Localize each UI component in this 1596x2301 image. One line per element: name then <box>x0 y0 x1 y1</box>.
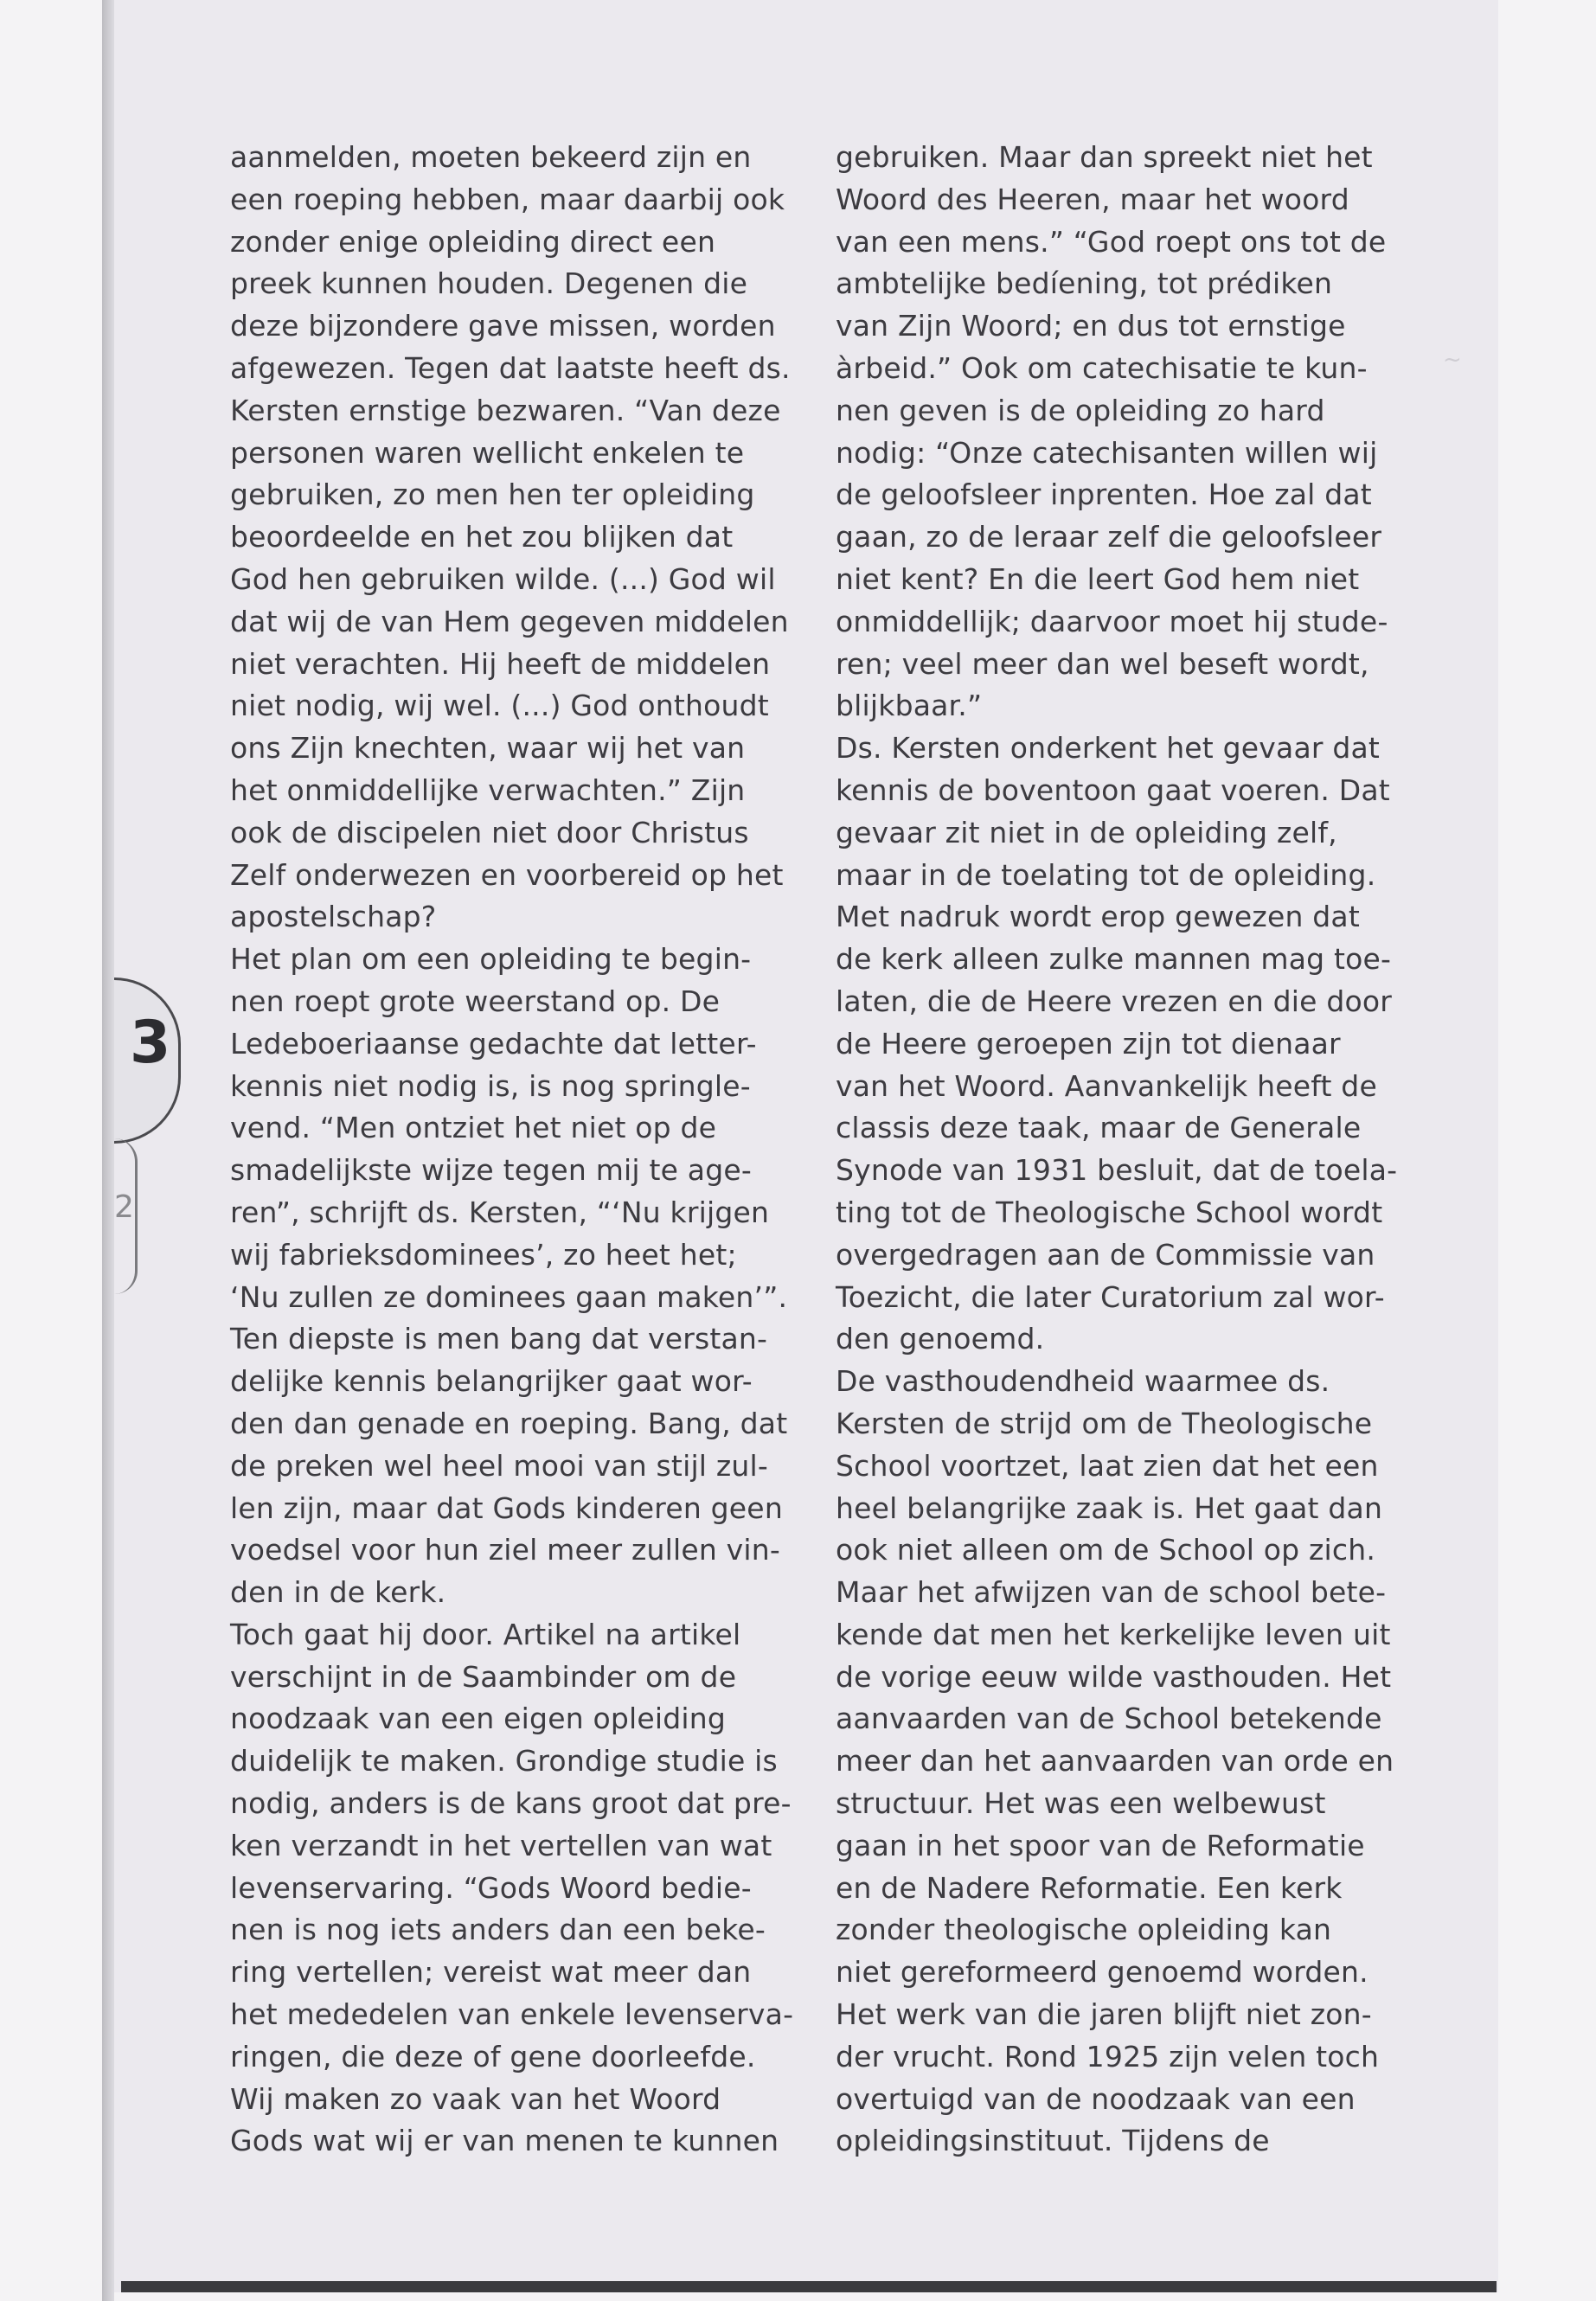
text-line: gebruiken. Maar dan spreekt niet het <box>836 140 1373 174</box>
text-line: den genoemd. <box>836 1322 1045 1356</box>
next-chapter-tab-number: 2 <box>114 1189 134 1225</box>
text-line: het onmiddellijke verwachten.” Zijn <box>230 772 746 807</box>
margin-mark: ~ <box>1443 347 1462 373</box>
text-line: noodzaak van een eigen opleiding <box>230 1702 727 1736</box>
text-line: gebruiken, zo men hen ter opleiding <box>230 478 755 512</box>
text-line: ons Zijn knechten, waar wij het van <box>230 731 746 766</box>
text-line: nodig, anders is de kans groot dat pre- <box>230 1786 792 1821</box>
text-line: De vasthoudendheid waarmee ds. <box>836 1364 1330 1399</box>
text-line: structuur. Het was een welbewust <box>836 1786 1326 1821</box>
text-line: gevaar zit niet in de opleiding zelf, <box>836 815 1337 849</box>
text-line: opleidingsinstituut. Tijdens de <box>836 2124 1270 2158</box>
text-line: God hen gebruiken wilde. (...) God wil <box>230 561 776 596</box>
text-line: voedsel voor hun ziel meer zullen vin- <box>230 1533 780 1567</box>
text-line: Kersten de strijd om de Theologische <box>836 1406 1373 1440</box>
text-line: van een mens.” “God roept ons tot de <box>836 224 1387 259</box>
text-line: Maar het afwijzen van de school bete- <box>836 1575 1387 1610</box>
chapter-tab-number: 3 <box>130 1009 171 1077</box>
text-line: personen waren wellicht enkelen te <box>230 435 745 470</box>
text-line: Zelf onderwezen en voorbereid op het <box>230 857 784 892</box>
text-line: ren; veel meer dan wel beseft wordt, <box>836 646 1369 681</box>
text-line: Woord des Heeren, maar het woord <box>836 182 1349 216</box>
text-line: de Heere geroepen zijn tot dienaar <box>836 1026 1341 1061</box>
text-line: niet verachten. Hij heeft de middelen <box>230 646 771 681</box>
text-line: van Zijn Woord; en dus tot ernstige <box>836 309 1346 343</box>
text-line: maar in de toelating tot de opleiding. <box>836 857 1376 892</box>
text-line: zonder enige opleiding direct een <box>230 224 716 259</box>
binding-shadow <box>102 0 114 2301</box>
text-line: gaan in het spoor van de Reformatie <box>836 1828 1365 1862</box>
text-line: ‘Nu zullen ze dominees gaan maken’”. <box>230 1279 788 1314</box>
text-line: laten, die de Heere vrezen en die door <box>836 984 1393 1018</box>
text-line: Gods wat wij er van menen te kunnen <box>230 2124 779 2158</box>
text-line: aanvaarden van de School betekende <box>836 1702 1382 1736</box>
text-line: Synode van 1931 besluit, dat de toela- <box>836 1153 1398 1188</box>
text-line: deze bijzondere gave missen, worden <box>230 309 776 343</box>
text-line: nen roept grote weerstand op. De <box>230 984 721 1018</box>
text-line: Ten diepste is men bang dat verstan- <box>230 1322 768 1356</box>
text-line: den in de kerk. <box>230 1575 446 1610</box>
text-column-right <box>836 137 1398 2163</box>
text-line: overtuigd van de noodzaak van een <box>836 2081 1356 2116</box>
text-line: Kersten ernstige bezwaren. “Van deze <box>230 393 781 427</box>
text-line: ren”, schrijft ds. Kersten, “‘Nu krijgen <box>230 1195 770 1229</box>
text-line: het mededelen van enkele levenserva- <box>230 1997 794 2032</box>
text-line: len zijn, maar dat Gods kinderen geen <box>230 1490 783 1525</box>
text-line: niet kent? En die leert God hem niet <box>836 561 1360 596</box>
text-line: en de Nadere Reformatie. Een kerk <box>836 1870 1343 1905</box>
text-line: de geloofsleer inprenten. Hoe zal dat <box>836 478 1372 512</box>
text-line: der vrucht. Rond 1925 zijn velen toch <box>836 2039 1380 2073</box>
text-line: nen is nog iets anders dan een beke- <box>230 1913 766 1947</box>
text-line: verschijnt in de Saambinder om de <box>230 1659 737 1694</box>
text-line: Toch gaat hij door. Artikel na artikel <box>230 1617 741 1651</box>
text-line: meer dan het aanvaarden van orde en <box>836 1744 1394 1779</box>
text-line: zonder theologische opleiding kan <box>836 1913 1332 1947</box>
text-line: niet gereformeerd genoemd worden. <box>836 1955 1368 1990</box>
text-line: beoordeelde en het zou blijken dat <box>230 520 734 554</box>
text-line: vend. “Men ontziet het niet op de <box>230 1111 717 1145</box>
text-line: classis deze taak, maar de Generale <box>836 1111 1362 1145</box>
text-line: den dan genade en roeping. Bang, dat <box>230 1406 788 1440</box>
text-line: ringen, die deze of gene doorleefde. <box>230 2039 756 2073</box>
text-line: ring vertellen; vereist wat meer dan <box>230 1955 752 1990</box>
text-line: kennis niet nodig is, is nog springle- <box>230 1068 751 1103</box>
text-line: de vorige eeuw wilde vasthouden. Het <box>836 1659 1392 1694</box>
text-line: Wij maken zo vaak van het Woord <box>230 2081 721 2116</box>
text-line: kennis de boventoon gaat voeren. Dat <box>836 772 1390 807</box>
text-line: niet nodig, wij wel. (...) God onthoudt <box>230 689 769 723</box>
text-line: Toezicht, die later Curatorium zal wor- <box>836 1279 1385 1314</box>
text-line: kende dat men het kerkelijke leven uit <box>836 1617 1391 1651</box>
text-line: ting tot de Theologische School wordt <box>836 1195 1383 1229</box>
text-line: ken verzandt in het vertellen van wat <box>230 1828 772 1862</box>
text-line: de preken wel heel mooi van stijl zul- <box>230 1448 768 1483</box>
text-line: Het plan om een opleiding te begin- <box>230 942 752 977</box>
page-bottom-edge <box>121 2281 1497 2292</box>
text-line: smadelijkste wijze tegen mij te age- <box>230 1153 752 1188</box>
text-line: nen geven is de opleiding zo hard <box>836 393 1325 427</box>
text-line: blijkbaar.” <box>836 689 983 723</box>
text-line: overgedragen aan de Commissie van <box>836 1237 1375 1272</box>
text-line: ambtelijke bedíening, tot prédiken <box>836 266 1333 301</box>
text-line: aanmelden, moeten bekeerd zijn en <box>230 140 752 174</box>
text-line: Ledeboeriaanse gedachte dat letter- <box>230 1026 757 1061</box>
text-line: School voortzet, laat zien dat het een <box>836 1448 1379 1483</box>
text-line: gaan, zo de leraar zelf die geloofsleer <box>836 520 1382 554</box>
text-line: àrbeid.” Ook om catechisatie te kun- <box>836 350 1368 385</box>
text-line: een roeping hebben, maar daarbij ook <box>230 182 785 216</box>
text-line: Het werk van die jaren blijft niet zon- <box>836 1997 1372 2032</box>
text-line: apostelschap? <box>230 900 437 934</box>
text-line: wij fabrieksdominees’, zo heet het; <box>230 1237 737 1272</box>
text-line: van het Woord. Aanvankelijk heeft de <box>836 1068 1377 1103</box>
text-line: preek kunnen houden. Degenen die <box>230 266 748 301</box>
text-line: onmiddellijk; daarvoor moet hij stude- <box>836 604 1388 638</box>
text-line: de kerk alleen zulke mannen mag toe- <box>836 942 1392 977</box>
text-line: heel belangrijke zaak is. Het gaat dan <box>836 1490 1383 1525</box>
text-line: ook niet alleen om de School op zich. <box>836 1533 1376 1567</box>
text-line: duidelijk te maken. Grondige studie is <box>230 1744 778 1779</box>
text-line: afgewezen. Tegen dat laatste heeft ds. <box>230 350 791 385</box>
text-line: Met nadruk wordt erop gewezen dat <box>836 900 1360 934</box>
text-line: delijke kennis belangrijker gaat wor- <box>230 1364 753 1399</box>
text-line: levenservaring. “Gods Woord bedie- <box>230 1870 752 1905</box>
text-line: Ds. Kersten onderkent het gevaar dat <box>836 731 1381 766</box>
text-line: ook de discipelen niet door Christus <box>230 815 749 849</box>
text-line: nodig: “Onze catechisanten willen wij <box>836 435 1378 470</box>
text-line: dat wij de van Hem gegeven middelen <box>230 604 789 638</box>
text-column-left <box>230 137 792 2163</box>
